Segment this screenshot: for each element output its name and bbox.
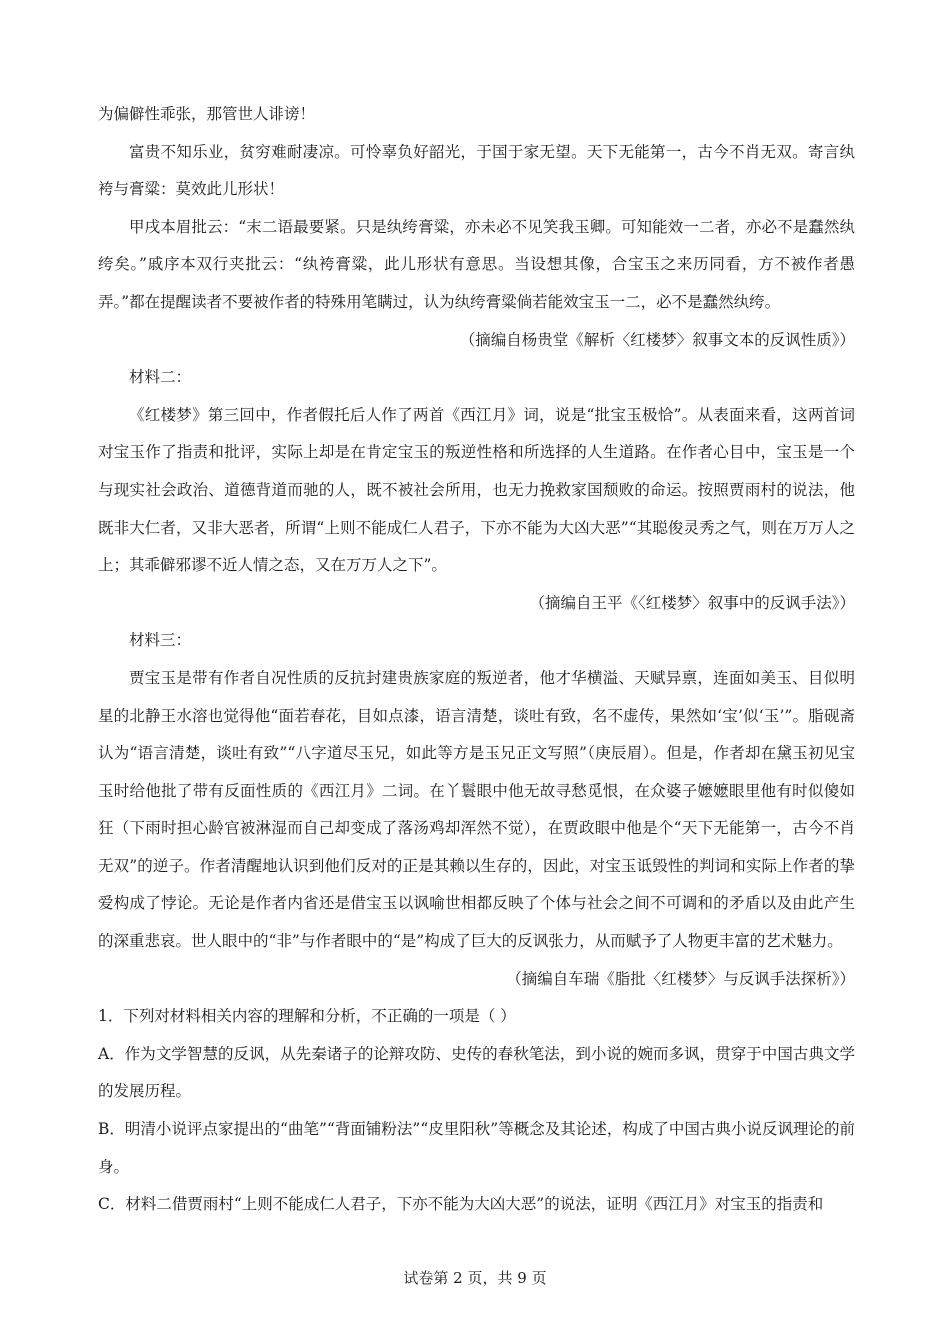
option-b: B．明清小说评点家提出的“曲笔”“背面铺粉法”“皮里阳秋”等概念及其论述，构成了中国古典小说反讽理论的前身。 — [98, 1120, 855, 1176]
poem-paragraph: 富贵不知乐业，贫穷难耐凄凉。可怜辜负好韶光，于国于家无望。天下无能第一，古今不肖无双。寄言纨袴与膏粱：莫效此儿形状！ — [98, 142, 855, 199]
commentary-paragraph: 甲戌本眉批云：“末二语最要紧。只是纨绔膏粱，亦未必不见笑我玉卿。可知能效一二者，亦必不是蠢然纨绔矣。”戚序本双行夹批云：“纨袴膏粱，此儿形状有意思。当设想其像，合宝玉之来历同看，方不被作者愚弄。”都在提醒读者不要被作者的特殊用笔瞒过，认为纨绔膏粱倘若能效宝玉一二，必不是蠢然纨绔。 — [98, 217, 855, 311]
source-citation-3: （摘编自车瑞《脂批〈红楼梦〉与反讽手法探析》） — [506, 969, 855, 988]
page-footer: 试卷第 2 页，共 9 页 — [403, 1269, 547, 1287]
option-a: A．作为文学智慧的反讽，从先秦诸子的论辩攻防、史传的春秋笔法，到小说的婉而多讽，贯穿于中国古典文学的发展历程。 — [98, 1044, 855, 1101]
source-citation-2: （摘编自王平《〈红楼梦〉叙事中的反讽手法》） — [529, 593, 855, 612]
material-2-heading: 材料二： — [129, 368, 192, 387]
page-content — [98, 96, 855, 1224]
material-2-paragraph: 《红楼梦》第三回中，作者假托后人作了两首《西江月》词，说是“批宝玉极恰”。从表面来看，这两首词对宝玉作了指责和批评，实际上却是在肯定宝玉的叛逆性格和所选择的人生道路。在作者心目中，宝玉是一个与现实社会政治、道德背道而驰的人，既不被社会所用，也无力挽救家国颓败的命运。按照贾雨村的说法，他既非大仁者，又非大恶者，所谓“上则不能成仁人君子，下亦不能为大凶大恶”“其聪俊灵秀之气，则在万万人之上；其乖僻邪谬不近人情之态，又在万万人之下”。 — [98, 405, 855, 575]
material-3-heading: 材料三： — [129, 631, 192, 650]
question-1: 1．下列对材料相关内容的理解和分析，不正确的一项是（ ） — [98, 1007, 516, 1026]
poem-line: 为偏僻性乖张，那管世人诽谤！ — [98, 105, 316, 123]
source-citation-1: （摘编自杨贵堂《解析〈红楼梦〉叙事文本的反讽性质》） — [459, 330, 855, 349]
option-c: C．材料二借贾雨村“上则不能成仁人君子，下亦不能为大凶大恶”的说法，证明《西江月》对宝玉的指责和 — [98, 1195, 824, 1214]
material-3-paragraph: 贾宝玉是带有作者自况性质的反抗封建贵族家庭的叛逆者，他才华横溢、天赋异禀，连面如美玉、目似明星的北静王水溶也觉得他“面若春花，目如点漆，语言清楚，谈吐有致，名不虚传，果然如‘宝’似‘玉’”。脂砚斋认为“语言清楚，谈吐有致”“八字道尽玉兄，如此等方是玉兄正文写照”（庚辰眉）。但是，作者却在黛玉初见宝玉时给他批了带有反面性质的《西江月》二词。在丫鬟眼中他无故寻愁觅恨，在众婆子嬷嬷眼里他有时似傻如狂（下雨时担心龄官被淋湿而自己却变成了落汤鸡却浑然不觉），在贾政眼中他是个“天下无能第一，古今不肖无双”的逆子。作者清醒地认识到他们反对的正是其赖以生存的，因此，对宝玉诋毁性的判词和实际上作者的挚爱构成了悖论。无论是作者内省还是借宝玉以讽喻世相都反映了个体与社会之间不可调和的矛盾以及由此产生的深重悲哀。世人眼中的“非”与作者眼中的“是”构成了巨大的反讽张力，从而赋予了人物更丰富的艺术魅力。 — [98, 668, 855, 951]
